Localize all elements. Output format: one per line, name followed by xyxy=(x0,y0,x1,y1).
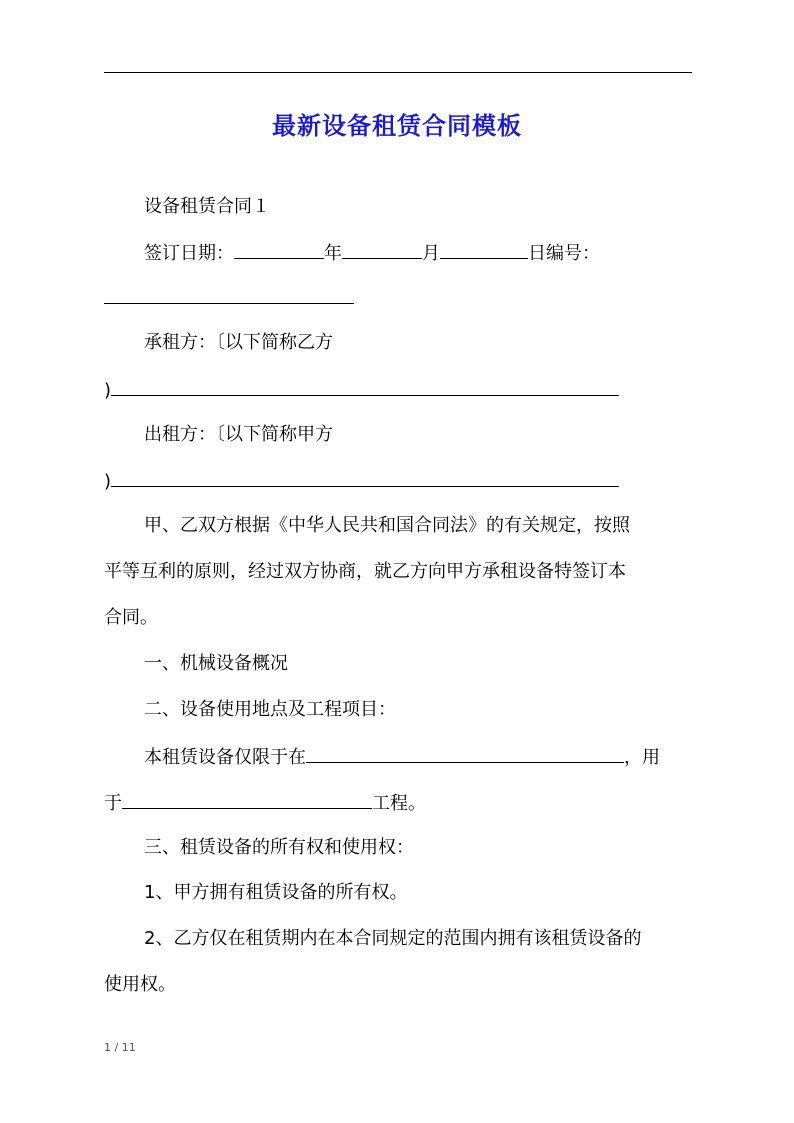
usage-suffix: ，用 xyxy=(624,747,660,768)
lessee-label: 承租方：〔以下简称乙方 xyxy=(144,332,333,353)
sign-date-line xyxy=(144,240,600,266)
header-rule xyxy=(104,72,692,73)
intro-line-3: 合同。 xyxy=(104,607,158,628)
usage-line-1 xyxy=(144,744,660,770)
item-1: 1、甲方拥有租赁设备的所有权。 xyxy=(144,882,408,903)
project-blank xyxy=(122,790,372,809)
year-label: 年 xyxy=(324,243,342,264)
usage-line2-prefix: 于 xyxy=(104,793,122,814)
document-title: 最新设备租赁合同模板 xyxy=(272,112,522,140)
month-blank xyxy=(342,240,422,259)
year-blank xyxy=(234,240,324,259)
lessee-close: ) xyxy=(104,380,112,401)
page-number: 1 / 11 xyxy=(104,1041,136,1054)
location-blank xyxy=(306,744,624,763)
section-1-heading: 一、机械设备概况 xyxy=(144,653,288,674)
lessee-blank xyxy=(111,377,619,396)
usage-line-2 xyxy=(104,790,426,816)
day-number-label: 日编号： xyxy=(528,243,600,264)
usage-line2-suffix: 工程。 xyxy=(372,793,426,814)
lessee-line xyxy=(104,377,619,403)
month-label: 月 xyxy=(422,243,440,264)
sign-date-label: 签订日期： xyxy=(144,243,234,264)
lessor-blank xyxy=(111,468,619,487)
section-3-heading: 三、租赁设备的所有权和使用权： xyxy=(144,837,414,858)
number-blank xyxy=(104,285,354,304)
intro-line-1: 甲、乙双方根据《中华人民共和国合同法》的有关规定，按照 xyxy=(144,515,630,536)
lessor-close: ) xyxy=(104,471,112,492)
item-2-line-2: 使用权。 xyxy=(104,974,176,995)
day-blank xyxy=(440,240,528,259)
contract-heading: 设备租赁合同１ xyxy=(144,196,270,217)
item-2-line-1: 2、乙方仅在租赁期内在本合同规定的范围内拥有该租赁设备的 xyxy=(144,928,642,949)
intro-line-2: 平等互利的原则，经过双方协商，就乙方向甲方承租设备特签订本 xyxy=(104,561,626,582)
usage-prefix: 本租赁设备仅限于在 xyxy=(144,747,306,768)
number-blank-line xyxy=(104,285,354,311)
lessor-label: 出租方：〔以下简称甲方 xyxy=(144,424,333,445)
section-2-heading: 二、设备使用地点及工程项目： xyxy=(144,699,396,720)
lessor-line xyxy=(104,468,619,494)
